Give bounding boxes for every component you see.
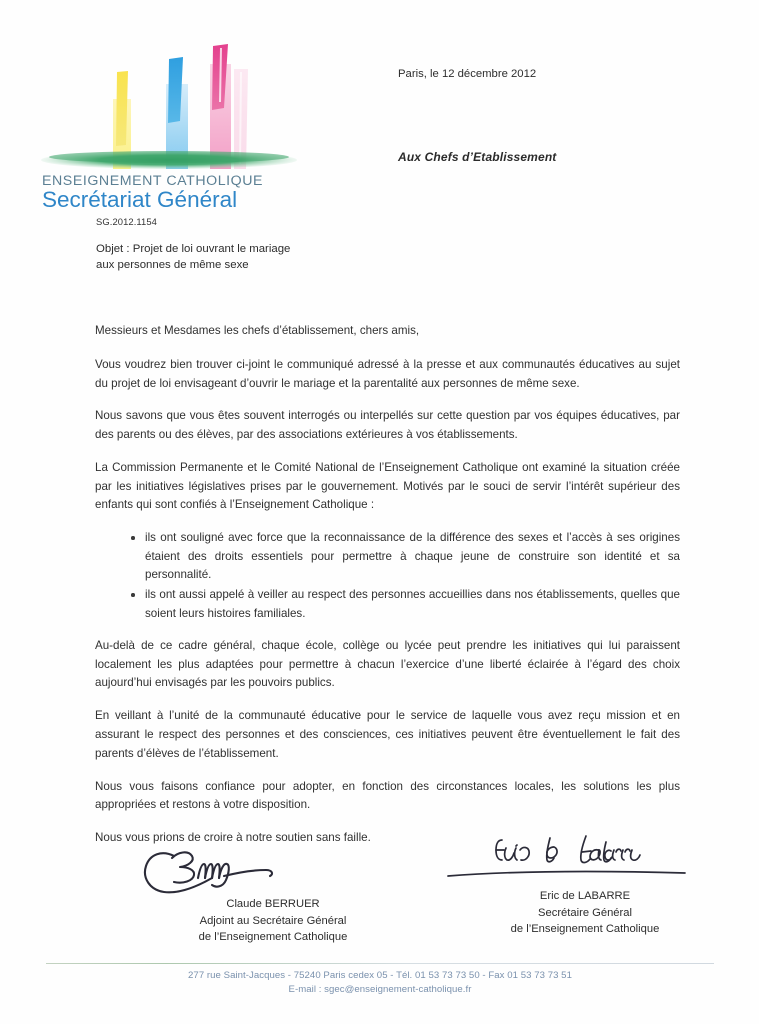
logo-department-line: Secrétariat Général (42, 186, 238, 212)
body-paragraph: Au-delà de ce cadre général, chaque école, collège ou lycée peut prendre les initiatives qui lui paraissent localement les plus adaptées pour permettre à chacun l’exercice d’une liberté éclairée à l’égard des choix aujourd’hui envisagés par les pouvoirs publics. (95, 638, 680, 690)
footer-email: E-mail : sgec@enseignement-catholique.fr (288, 984, 472, 996)
body-paragraph: La Commission Permanente et le Comité National de l’Enseignement Catholique ont examiné la situation créée par les initiatives législatives prises par le gouvernement. Motivés par le souci de servir l’intérêt supérieur des enfants qui sont confiés à l’Enseignement Catholique : (95, 460, 680, 512)
signature-block-right (440, 832, 730, 938)
signature-left-text (128, 896, 418, 946)
letter-body (95, 322, 680, 862)
body-paragraph: Nous vous faisons confiance pour adopter, en fonction des circonstances locales, les solutions les plus appropriées et restons à votre disposition. (95, 779, 680, 812)
signer-title-1: Secrétaire Général (538, 906, 632, 919)
subject-line-1: Objet : Projet de loi ouvrant le mariage (96, 243, 291, 255)
signature-right-text (440, 888, 730, 938)
logo-organization-line: ENSEIGNEMENT CATHOLIQUE (42, 173, 264, 189)
footer-divider (46, 963, 714, 964)
date-line: Paris, le 12 décembre 2012 (398, 68, 537, 80)
body-paragraph: Nous savons que vous êtes souvent interrogés ou interpellés sur cette question par vos équipes éducatives, par des parents ou des élèves, par des associations extérieures à vos établissements. (95, 409, 680, 442)
logo-wordmark (40, 174, 300, 212)
subject-line-2: aux personnes de même sexe (96, 258, 249, 271)
letterhead-logo (38, 42, 300, 222)
body-paragraph: Vous voudrez bien trouver ci-joint le communiqué adressé à la presse et aux communautés éducatives au sujet du projet de loi envisageant d’ouvrir le mariage et la parentalité aux personnes de même sexe. (95, 357, 680, 390)
signer-title-2: de l’Enseignement Catholique (198, 931, 348, 944)
footer-address: 277 rue Saint-Jacques - 75240 Paris cedex 05 - Tél. 01 53 73 73 50 - Fax 01 53 73 73 51 (188, 970, 572, 981)
recipient-line: Aux Chefs d’Etablissement (398, 150, 557, 164)
signer-name: Claude BERRUER (226, 898, 320, 910)
closing-line: Nous vous prions de croire à notre soutien sans faille. (95, 831, 371, 845)
reference-number: SG.2012.1154 (96, 216, 157, 227)
signature-block-left (128, 842, 418, 946)
salutation: Messieurs et Mesdames les chefs d’établissement, chers amis, (95, 324, 420, 337)
signature-labarre-image (440, 832, 730, 894)
list-item: ils ont aussi appelé à veiller au respect des personnes accueillies dans nos établissements, quelles que soient leurs histoires familiales. (131, 586, 680, 623)
body-paragraph: En veillant à l’unité de la communauté éducative pour le service de laquelle vous avez reçu mission et en assurant le respect des personnes et des consciences, ces initiatives peuvent être éventuellement le fait des parents d’élèves de l’établissement. (95, 709, 680, 760)
signer-title-2: de l’Enseignement Catholique (510, 923, 660, 936)
bullet-list (95, 529, 680, 623)
subject-block (96, 242, 396, 273)
list-item: ils ont souligné avec force que la reconnaissance de la différence des sexes et l’accès à ses origines étaient des droits essentiels pour permettre à chaque jeune de construire son identité et sa personnalité. (131, 529, 680, 584)
logo-graphic-icon (38, 42, 300, 174)
signer-title-1: Adjoint au Secrétaire Général (199, 914, 347, 927)
signer-name: Eric de LABARRE (539, 890, 631, 902)
signature-berruer-image (128, 842, 418, 900)
footer (46, 969, 714, 998)
